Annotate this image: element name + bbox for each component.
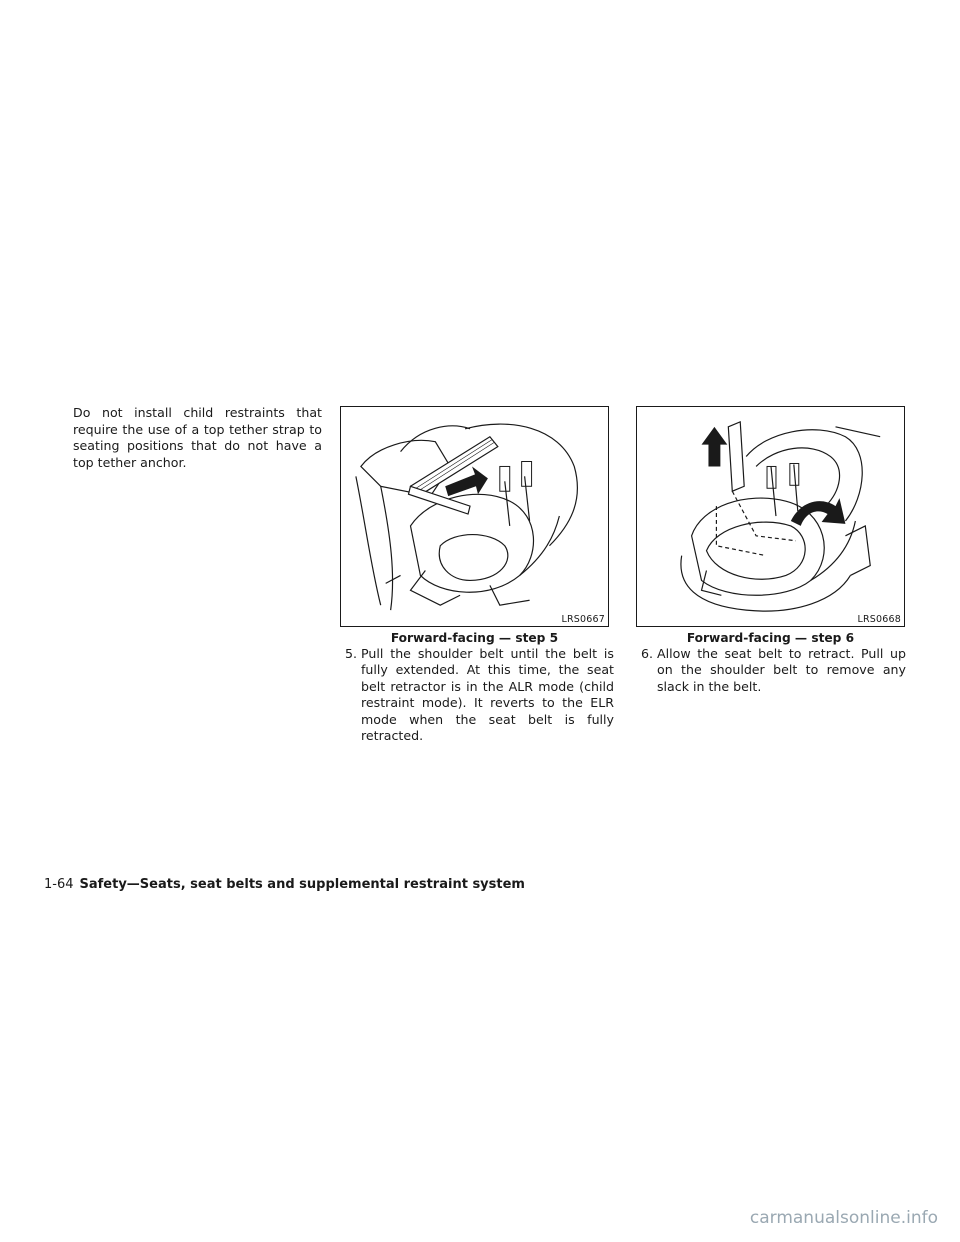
intro-paragraph [73, 405, 322, 471]
watermark: carmanualsonline.info [749, 1208, 938, 1228]
step-text: Allow the seat belt to retract. Pull up on the shoulder belt to remove any slack in the belt. [657, 646, 906, 694]
section-title: Safety—Seats, seat belts and supplemental restraint system [79, 877, 525, 892]
figure-caption-step-6: Forward-facing — step 6 [686, 631, 855, 645]
intro-text: Do not install child restraints that require the use of a top tether strap to seating positions that do not have a top tether anchor. [73, 405, 322, 470]
illustration-step-6 [637, 407, 904, 626]
page-footer [44, 877, 525, 892]
step-number: 6. [641, 646, 654, 661]
step-6 [641, 646, 906, 695]
figure-code: LRS0668 [857, 614, 901, 625]
step-5 [345, 646, 614, 744]
figure-step-6 [636, 406, 905, 627]
illustration-step-5 [341, 407, 608, 626]
figure-caption-step-5: Forward-facing — step 5 [390, 631, 559, 645]
figure-code: LRS0667 [561, 614, 605, 625]
step-number: 5. [345, 646, 358, 661]
figure-step-5 [340, 406, 609, 627]
step-text: Pull the shoulder belt until the belt is fully extended. At this time, the seat belt retractor is in the ALR mode (child restraint mode). It reverts to the ELR mode when the seat belt is fully retracted. [361, 646, 614, 744]
page-number: 1-64 [44, 877, 74, 892]
